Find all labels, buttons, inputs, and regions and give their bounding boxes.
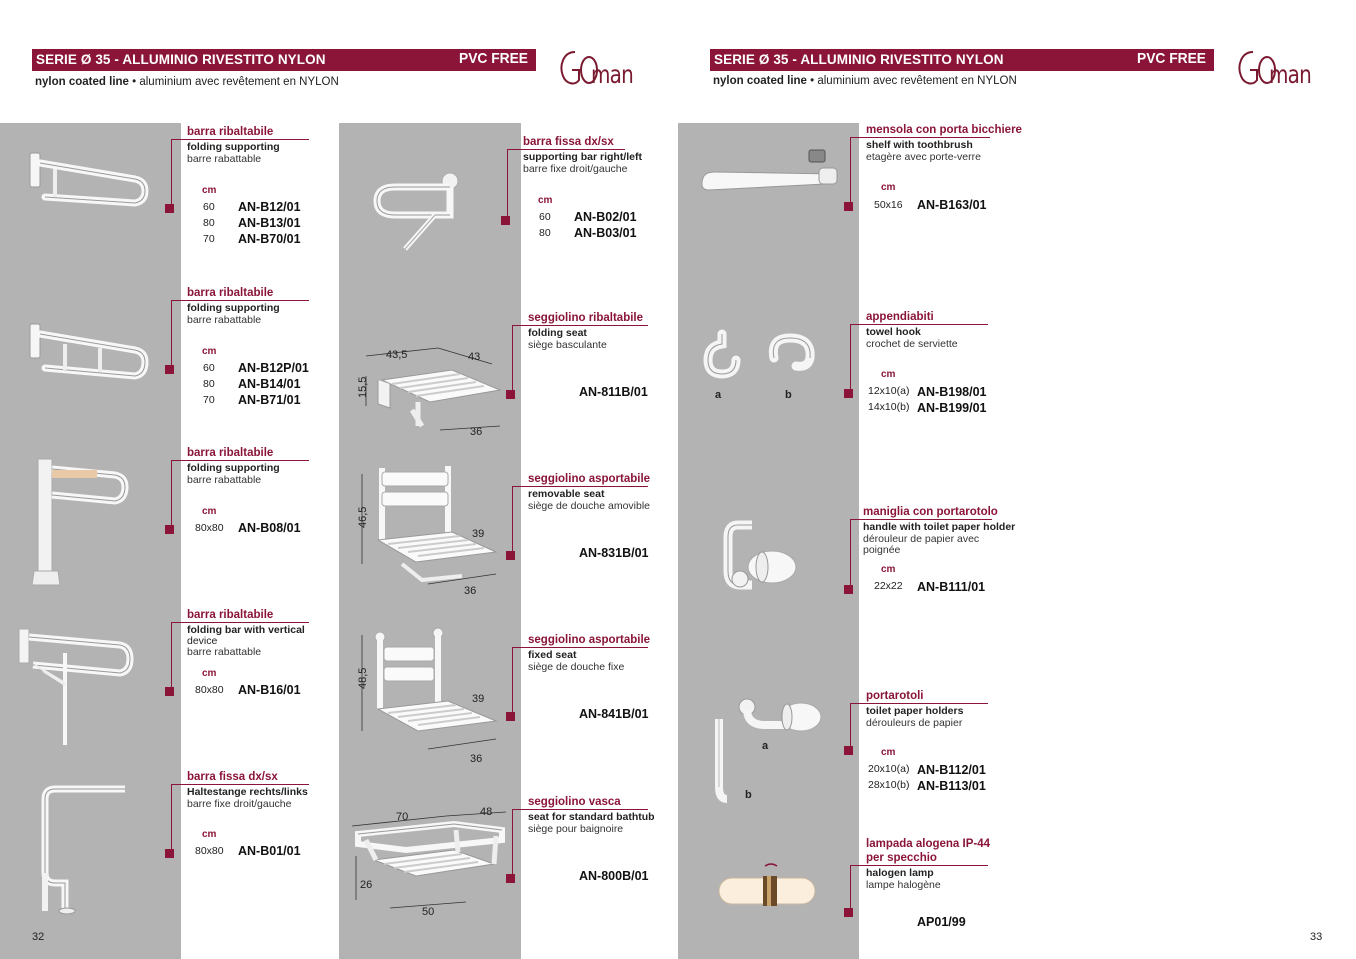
product-title: seggiolino asportabile xyxy=(528,634,651,646)
product-title: seggiolino vasca xyxy=(528,796,621,808)
product-code: AN-841B/01 xyxy=(579,707,649,721)
product-code: AN-B02/01 xyxy=(574,210,637,224)
folding-bar-image xyxy=(25,145,155,215)
series-subtitle: nylon coated line • aluminium avec revêtement en NYLON xyxy=(713,75,1017,87)
goman-logo: man xyxy=(1233,44,1333,96)
svg-text:43,5: 43,5 xyxy=(386,349,408,361)
bullet-square xyxy=(844,908,853,917)
product-code: AN-B199/01 xyxy=(917,401,987,415)
goman-logo: man xyxy=(555,44,655,96)
pvc-free-label: PVC FREE xyxy=(458,50,528,67)
product-title-line2: per specchio xyxy=(866,852,937,864)
bullet-square xyxy=(506,874,515,883)
series-title: SERIE Ø 35 - ALLUMINIO RIVESTITO NYLON xyxy=(714,52,1004,67)
product-code: AN-B113/01 xyxy=(917,779,986,793)
product-code: AN-B03/01 xyxy=(574,226,637,240)
series-title-bar xyxy=(710,49,1214,71)
svg-text:48,5: 48,5 xyxy=(357,667,369,689)
bullet-square xyxy=(506,551,515,560)
product-title: mensola con porta bicchiere xyxy=(866,124,1022,136)
product-code: AN-B198/01 xyxy=(917,385,987,399)
product-code: AN-B01/01 xyxy=(238,844,301,858)
bullet-square xyxy=(165,365,174,374)
fixed-seat-drawing xyxy=(352,625,512,765)
bathtub-seat-drawing xyxy=(346,800,516,918)
product-code: AN-B12P/01 xyxy=(238,361,309,375)
product-title: barra fissa dx/sx xyxy=(187,771,278,783)
product-title: barra ribaltabile xyxy=(187,287,274,299)
product-code: AN-B16/01 xyxy=(238,683,301,697)
product-title: lampada alogena IP-44 xyxy=(866,838,990,850)
label-a: a xyxy=(762,740,769,752)
product-code: AN-B71/01 xyxy=(238,393,301,407)
product-title: barra fissa dx/sx xyxy=(523,136,614,148)
bullet-square xyxy=(844,585,853,594)
shelf-image xyxy=(695,148,845,198)
product-code: AN-811B/01 xyxy=(579,385,648,399)
pvc-free-label: PVC FREE xyxy=(1136,50,1206,67)
product-code: AP01/99 xyxy=(917,915,966,929)
series-title: SERIE Ø 35 - ALLUMINIO RIVESTITO NYLON xyxy=(36,52,326,67)
handle-paper-holder-image xyxy=(712,515,807,595)
bullet-square xyxy=(165,204,174,213)
product-code: AN-B12/01 xyxy=(238,200,301,214)
series-subtitle: nylon coated line • aluminium avec revêtement en NYLON xyxy=(35,76,339,88)
bullet-square xyxy=(165,687,174,696)
folding-bar-vertical-image xyxy=(15,623,140,748)
bullet-square xyxy=(844,202,853,211)
paper-holders-image xyxy=(705,695,830,810)
series-title-bar xyxy=(32,49,536,71)
product-title: seggiolino ribaltabile xyxy=(528,312,644,324)
svg-text:39: 39 xyxy=(472,693,485,705)
svg-text:36: 36 xyxy=(470,426,483,438)
label-b: b xyxy=(785,389,792,401)
product-code: AN-B163/01 xyxy=(917,198,987,212)
svg-text:46,5: 46,5 xyxy=(357,506,369,528)
product-code: AN-B08/01 xyxy=(238,521,301,535)
svg-text:39: 39 xyxy=(472,528,485,540)
bullet-square xyxy=(506,712,515,721)
product-title: barra ribaltabile xyxy=(187,609,274,621)
supporting-bar-image xyxy=(365,165,475,260)
label-a: a xyxy=(715,389,722,401)
product-title: barra ribaltabile xyxy=(187,126,274,138)
removable-seat-drawing xyxy=(352,460,512,600)
halogen-lamp-image xyxy=(715,860,825,920)
product-code: AN-B111/01 xyxy=(917,580,986,594)
svg-text:36: 36 xyxy=(464,585,477,597)
bullet-square xyxy=(165,525,174,534)
folding-seat-drawing xyxy=(352,340,512,440)
product-code: AN-B112/01 xyxy=(917,763,986,777)
svg-text:43: 43 xyxy=(468,351,481,363)
svg-text:70: 70 xyxy=(396,811,409,823)
product-code: AN-B14/01 xyxy=(238,377,301,391)
svg-text:50: 50 xyxy=(422,906,435,918)
folding-bar-image xyxy=(25,318,155,388)
product-code: AN-800B/01 xyxy=(579,869,649,883)
product-title: barra ribaltabile xyxy=(187,447,274,459)
product-title: portarotoli xyxy=(866,690,924,702)
folding-bar-floor-image xyxy=(30,455,140,590)
bullet-square xyxy=(506,390,515,399)
bullet-square xyxy=(844,746,853,755)
svg-text:26: 26 xyxy=(360,879,373,891)
product-title: maniglia con portarotolo xyxy=(863,506,998,518)
label-b: b xyxy=(745,789,752,801)
product-title: appendiabiti xyxy=(866,311,934,323)
page-number-right: 33 xyxy=(1310,931,1323,943)
fixed-bar-image xyxy=(35,783,130,918)
product-title: seggiolino asportabile xyxy=(528,473,651,485)
product-code: AN-B13/01 xyxy=(238,216,301,230)
svg-text:36: 36 xyxy=(470,753,483,765)
svg-text:15,5: 15,5 xyxy=(357,376,369,398)
bullet-square xyxy=(165,849,174,858)
bullet-square xyxy=(844,389,853,398)
product-code: AN-B70/01 xyxy=(238,232,301,246)
bullet-square xyxy=(501,216,510,225)
svg-text:48: 48 xyxy=(480,806,493,818)
towel-hook-image xyxy=(700,328,830,404)
page-number-left: 32 xyxy=(32,931,45,943)
product-code: AN-831B/01 xyxy=(579,546,649,560)
